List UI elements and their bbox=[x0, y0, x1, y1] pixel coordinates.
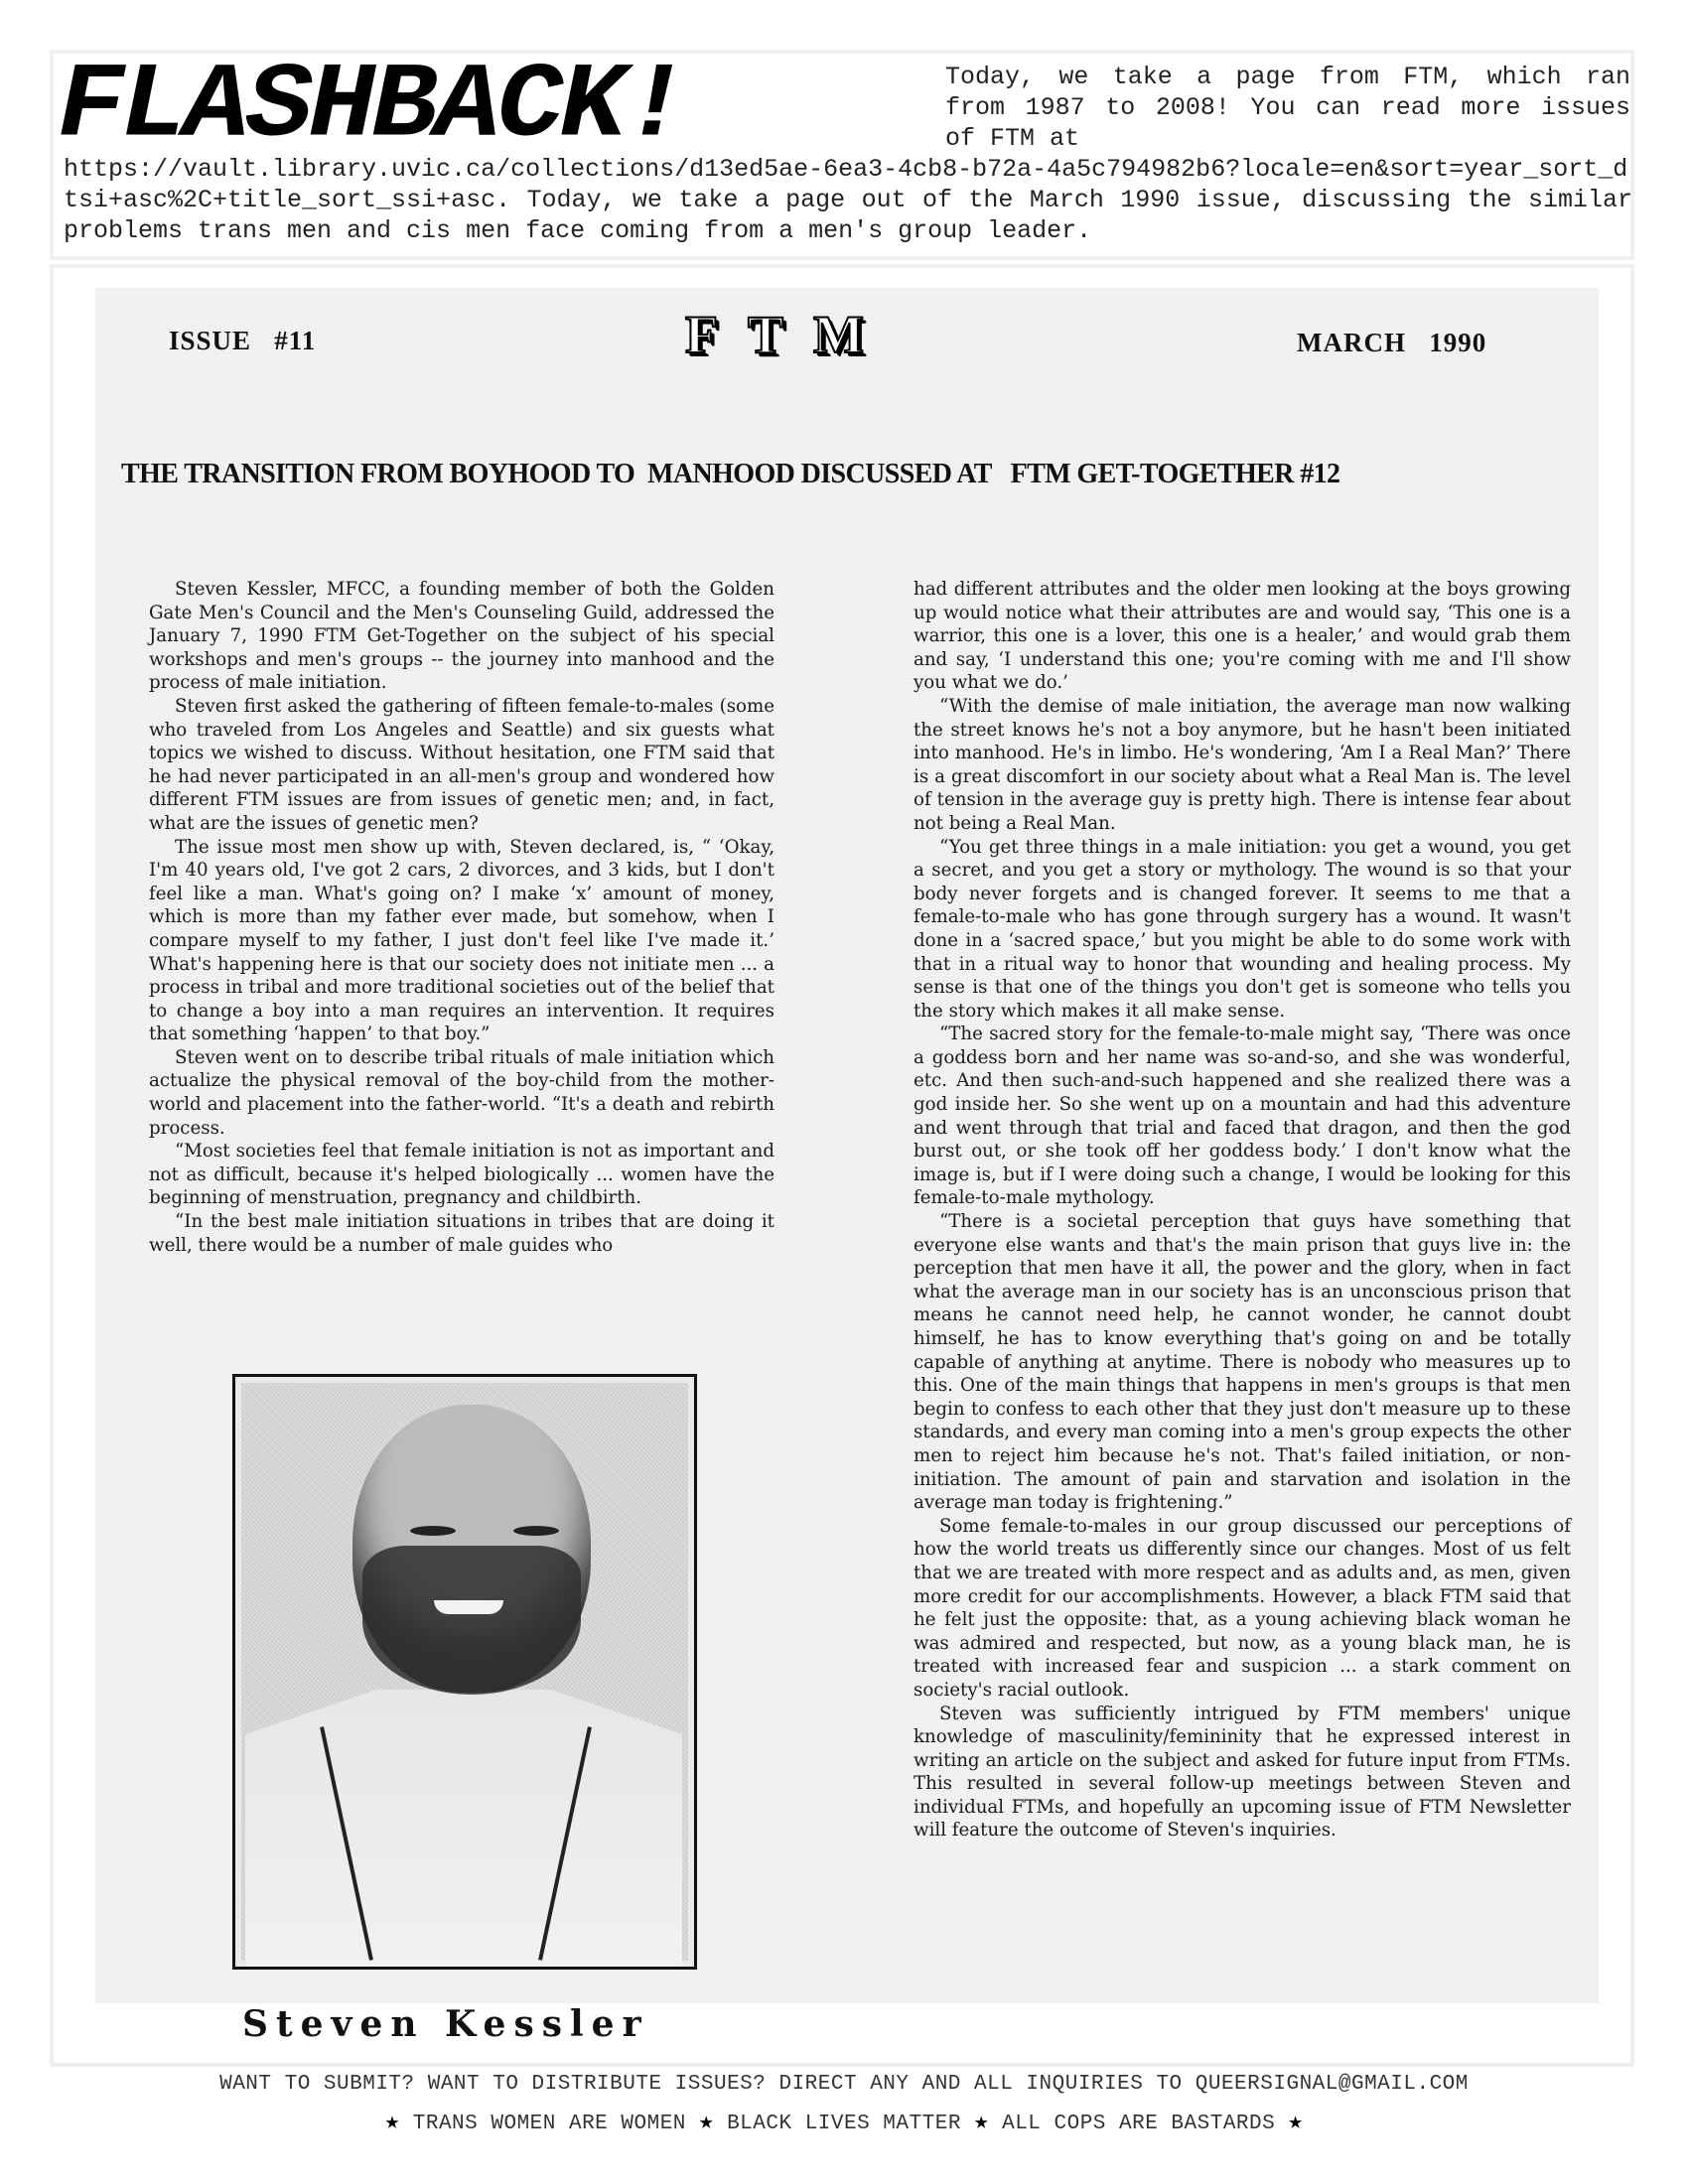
article-paragraph: Steven was sufficiently intrigued by FTM members' unique knowledge of masculinity/femininity that he expressed interest in writing an article on the subject and asked for future input from FTMs. This resulted in several follow-up meetings between Steven and individual FTMs, and hopefully an upcoming issue of FTM Newsletter will feature the outcome of Steven's inquiries. bbox=[914, 1703, 1571, 1842]
slogan-text: BLACK LIVES MATTER bbox=[727, 2113, 961, 2135]
article-paragraph: Steven first asked the gathering of fifteen female-to-males (some who traveled from Los Angeles and Seattle) and six guests what topics we wished to discuss. Without hesitation, one FTM said that he had never participated in an all-men's group and wondered how different FTM issues are from issues of genetic men; and, in fact, what are the issues of genetic men? bbox=[149, 695, 774, 834]
photo-jacket-shape bbox=[245, 1675, 682, 1970]
article-paragraph: The issue most men show up with, Steven declared, is, “ ‘Okay, I'm 40 years old, I've got 2 cars, 2 divorces, and 3 kids, but I don't feel like a man. What's going on? I make ‘x’ amount of money, which is more than my father ever made, but somehow, when I compare myself to my father, I just don't feel like I've made it.’ What's happening here is that our society does not initiate men ... a process in tribal and more traditional societies out of the belief that to change a boy into a man requires an intervention. It requires that something ‘happen’ to that boy.” bbox=[149, 836, 774, 1045]
photo-caption: Steven Kessler bbox=[242, 2003, 649, 2045]
article-right-column bbox=[914, 578, 1571, 1843]
article-headline: THE TRANSITION FROM BOYHOOD TO MANHOOD DISCUSSED AT FTM GET-TOGETHER #12 bbox=[121, 459, 1340, 489]
article-paragraph: “Most societies feel that female initiation is not as important and not as difficult, because it's helped biologically ... women have the beginning of menstruation, pregnancy and childbirth. bbox=[149, 1141, 774, 1209]
photo-smile bbox=[434, 1600, 503, 1614]
article-paragraph: “With the demise of male initiation, the average man now walking the street knows he's not a boy anymore, but he hasn't been initiated into manhood. He's in limbo. He's wondering, ‘Am I a Real Man?’ There is a great discomfort in our society about what a Real Man is. The level of tension in the average guy is pretty high. There is intense fear about not being a Real Man. bbox=[914, 695, 1571, 834]
star-icon: ★ bbox=[974, 2110, 989, 2136]
article-paragraph: Steven went on to describe tribal rituals of male initiation which actualize the physical removal of the boy-child from the mother-world and placement into the father-world. “It's a death and rebirth process. bbox=[149, 1046, 774, 1139]
issue-date: MARCH 1990 bbox=[1297, 328, 1487, 357]
photo-eye-right bbox=[513, 1526, 559, 1536]
photo-eye-left bbox=[410, 1526, 456, 1536]
article-paragraph: “The sacred story for the female-to-male might say, ‘There was once a goddess born and her name was so-and-so, and she was wonderful, etc. And then such-and-such happened and she realized there was a god inside her. So she went up on a mountain and had this adventure and went through that trial and faced that dragon, and then the god burst out, or she took off her goddess body.’ I don't know what the image is, but if I were doing such a change, I would be looking for this female-to-male mythology. bbox=[914, 1024, 1571, 1209]
article-paragraph: “You get three things in a male initiation: you get a wound, you get a secret, and you get a story or mythology. The wound is so that your body never forgets and is changed forever. It seems to me that a female-to-male who has gone through surgery has a wound. It wasn't done in a ‘sacred space,’ but you might be able to do some work with that in a ritual way to honor that wounding and healing process. My sense is that one of the things you don't get is someone who tells you the story which makes it all make sense. bbox=[914, 836, 1571, 1022]
article-paragraph: “In the best male initiation situations in tribes that are doing it well, there would be a number of male guides who bbox=[149, 1211, 774, 1256]
issue-number: ISSUE #11 bbox=[169, 326, 317, 355]
footer-contact-text: WANT TO SUBMIT? WANT TO DISTRIBUTE ISSUES? DIRECT ANY AND ALL INQUIRIES TO QUEERSIGNAL@GMAIL.COM bbox=[219, 2073, 1469, 2096]
article-left-column bbox=[149, 578, 774, 1257]
article-paragraph: Steven Kessler, MFCC, a founding member of both the Golden Gate Men's Council and the Men's Counseling Guild, addressed the January 7, 1990 FTM Get-Together on the subject of his special workshops and men's groups -- the journey into manhood and the process of male initiation. bbox=[149, 579, 774, 694]
slogan-text: ALL COPS ARE BASTARDS bbox=[1002, 2113, 1276, 2135]
intro-text: Today, we take a page from FTM, which ran from 1987 to 2008! You can read more issues of FTM at bbox=[945, 63, 1630, 153]
article-paragraph: “There is a societal perception that guys have something that everyone else wants and that's the main prison that guys live in: the perception that men have it all, the power and the glory, when in fact what the average man in our society has is an unconscious prison that means he cannot need help, he cannot wonder, he cannot doubt himself, he has to know everything that's going on and be totally capable of anything at anytime. There is nobody who measures up to this. One of the main things that happens in men's groups is that men begin to confess to each other that they just don't measure up to these standards, and every man coming into a men's group expects the other men to reject him because he's not. That's failed initiation, or non-initiation. The amount of pain and starvation and isolation in the average man today is frightening.” bbox=[914, 1211, 1571, 1514]
ftm-masthead-logo: FTM bbox=[685, 305, 894, 364]
article-paragraph: Some female-to-males in our group discussed our perceptions of how the world treats us differently since our changes. Most of us felt that we are treated with more respect and as adults and, as men, given more credit for our accomplishments. However, a black FTM said that he felt just the opposite: that, as a young achieving black woman he was admired and respected, but now, as a young black man, he is treated with increased fear and suspicion ... a stark comment on society's racial outlook. bbox=[914, 1515, 1571, 1701]
photo-beard-shape bbox=[362, 1546, 581, 1695]
article-paragraph: had different attributes and the older men looking at the boys growing up would notice what their attributes are and would say, ‘This one is a warrior, this one is a lover, this one is a healer,’ and would grab them and say, ‘I understand this one; you're coming with me and I'll show you what we do.’ bbox=[914, 579, 1571, 694]
star-icon: ★ bbox=[699, 2110, 714, 2136]
footer-slogans bbox=[0, 2107, 1688, 2136]
star-icon: ★ bbox=[1288, 2110, 1304, 2136]
flashback-title: FLASHBACK! bbox=[58, 47, 686, 167]
star-icon: ★ bbox=[384, 2110, 400, 2136]
portrait-photo bbox=[232, 1374, 697, 1970]
slogan-text: TRANS WOMEN ARE WOMEN bbox=[412, 2113, 686, 2135]
intro-link-text[interactable]: https://vault.library.uvic.ca/collections/d13ed5ae-6ea3-4cb8-b72a-4a5c794982b6?locale=en&sort=year_sort_dtsi+asc%2C+title_sort_ssi+asc. Today, we take a page out of the March 1990 issue, discussing the similar problems trans men and cis men face coming from a men's group leader. bbox=[64, 155, 1632, 245]
